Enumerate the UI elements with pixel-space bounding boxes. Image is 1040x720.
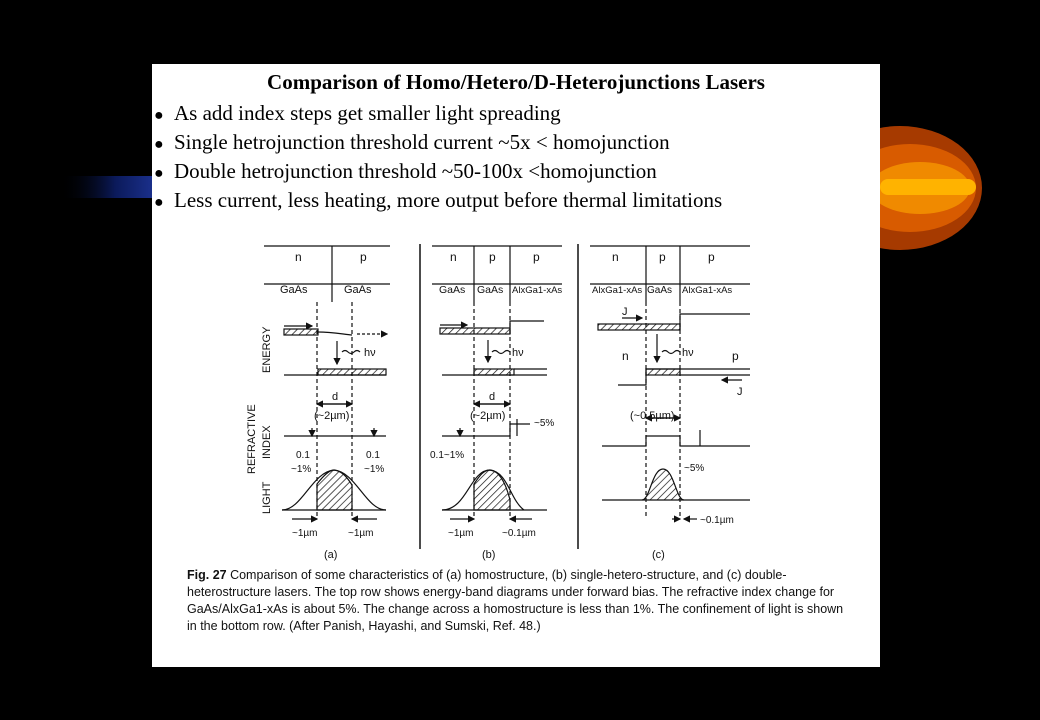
panel-b-step-label: ~5% (534, 418, 555, 429)
panel-a-step-left: 0.1 (296, 450, 310, 461)
panel-c-p2-label: p (708, 250, 715, 264)
panel-b-mat-n-label: GaAs (439, 284, 466, 296)
panel-b-mat-p1-label: GaAs (477, 284, 504, 296)
panel-a-d-label: d (332, 391, 339, 403)
panel-b-n-label: n (450, 250, 457, 264)
index-row-label: INDEX (261, 425, 273, 459)
bullet-text: Single hetrojunction threshold current ~5x < homojunction (174, 130, 670, 154)
panel-c-j2-label: J (737, 386, 743, 398)
bullet-icon: ● (154, 136, 164, 153)
panel-c-mat-n-label: AlxGa1-xAs (592, 285, 643, 296)
refractive-row-label: REFRACTIVE (246, 404, 258, 474)
bullet-icon: ● (154, 165, 164, 182)
figure-caption (187, 567, 847, 635)
panel-a-hv-label: hν (364, 347, 376, 359)
slide-title: Comparison of Homo/Hetero/D-Heterojunctions Lasers (267, 70, 765, 94)
panel-a-mat-n-label: GaAs (280, 284, 308, 296)
caption-fig-label: Fig. 27 (187, 568, 227, 582)
panel-c-j-label: J (622, 306, 628, 318)
panel-c-hv-label: hν (682, 347, 694, 359)
panel-a-mat-p-label: GaAs (344, 284, 372, 296)
panel-b-p2-label: p (533, 250, 540, 264)
blue-beam-shape (60, 176, 152, 198)
energy-row-label: ENERGY (261, 326, 273, 373)
panel-a-step-right-pct: ~1% (364, 464, 385, 475)
panel-b-hv-label: hν (512, 347, 524, 359)
panel-c-p3-label: p (732, 349, 739, 363)
panel-c-mat-p2-label: AlxGa1-xAs (682, 285, 733, 296)
flame-core-shape (880, 179, 976, 195)
panel-a-step-right: 0.1 (366, 450, 380, 461)
light-row-label: LIGHT (261, 481, 273, 514)
panel-c-label: (c) (652, 549, 665, 561)
panel-b-d-label: d (489, 391, 496, 403)
laser-comparison-figure (152, 64, 880, 564)
slide-content (152, 64, 880, 667)
panel-b-p1-label: p (489, 250, 496, 264)
caption-text: Comparison of some characteristics of (a) homostructure, (b) single-hetero-structure, and (c) double-heterostructure lasers. The top row shows energy-band diagrams under forward bias. The refractive index change for GaAs/AlxGa1-xAs is about 5%. The change across a homostructure is less than 1%. The confinement of light is shown in the bottom row. (After Panish, Hayashi, and Sumski, Ref. 48.) (187, 568, 844, 633)
panel-a-n-label: n (295, 250, 302, 264)
panel-c-mat-p1-label: GaAs (647, 285, 673, 296)
panel-a-label: (a) (324, 549, 338, 561)
panel-c-p1-label: p (659, 250, 666, 264)
panel-b-tail-right: ~0.1µm (502, 528, 536, 539)
panel-c-tail-label: ~0.1µm (700, 515, 734, 526)
panel-b-tail-left: ~1µm (448, 528, 474, 539)
panel-c-step-label: ~5% (684, 463, 705, 474)
bullet-text: Double hetrojunction threshold ~50-100x <homojunction (174, 159, 657, 183)
panel-a-tail-right: ~1µm (348, 528, 374, 539)
panel-a-width-label: (~2µm) (314, 410, 350, 422)
bullet-text: As add index steps get smaller light spreading (174, 101, 561, 125)
panel-b-mat-p2-label: AlxGa1-xAs (512, 285, 563, 296)
bullet-text: Less current, less heating, more output before thermal limitations (174, 188, 723, 212)
panel-c-n-label: n (612, 250, 619, 264)
bullet-icon: ● (154, 194, 164, 211)
panel-c-width-label: (~0.5µm) (630, 410, 675, 422)
panel-b-step-left: 0.1~1% (430, 450, 465, 461)
panel-b-width-label: (~2µm) (470, 410, 506, 422)
panel-b-label: (b) (482, 549, 496, 561)
panel-a-step-left-pct: ~1% (291, 464, 312, 475)
bullet-icon: ● (154, 107, 164, 124)
panel-c-n2-label: n (622, 349, 629, 363)
panel-a-tail-left: ~1µm (292, 528, 318, 539)
panel-a-p-label: p (360, 250, 367, 264)
